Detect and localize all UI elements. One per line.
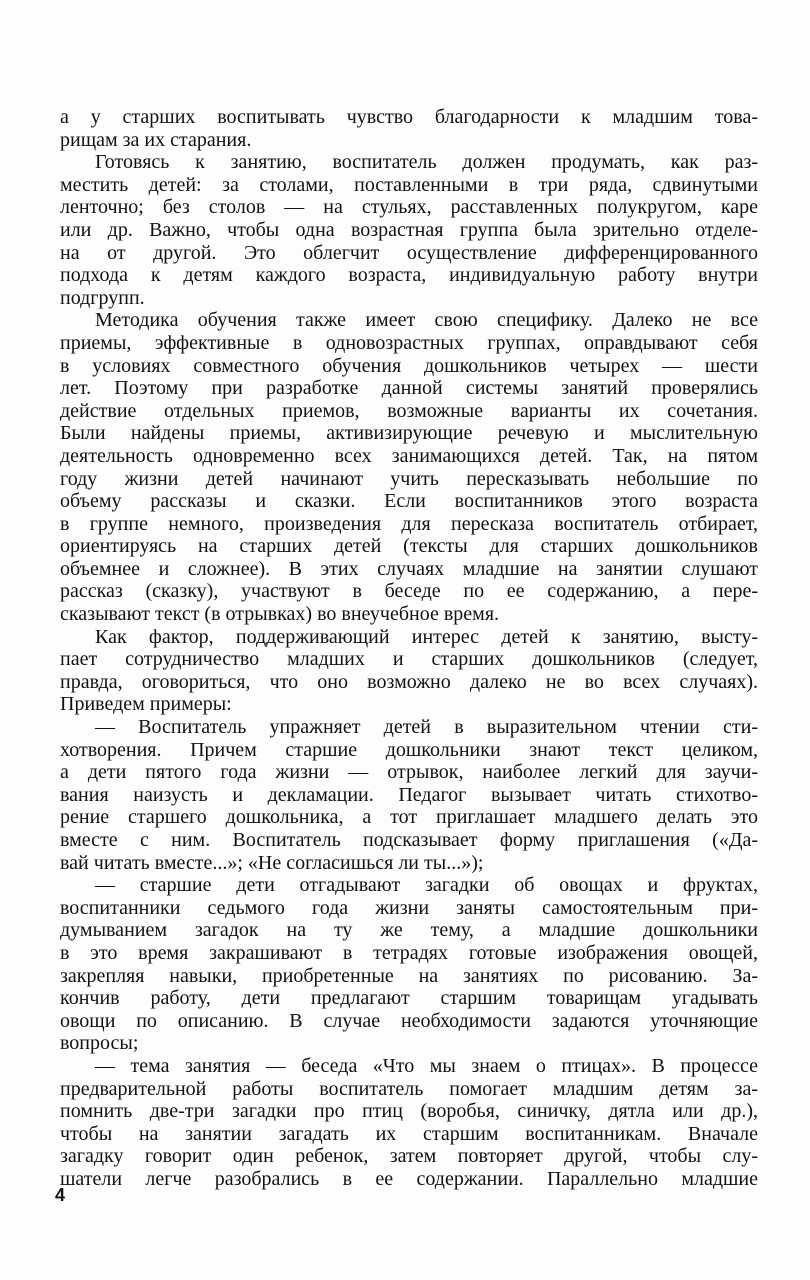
- text-line: Методика обучения также имеет свою специфику. Далеко не все: [95, 309, 758, 332]
- text-line: загадку говорит один ребенок, затем повторяет другой, чтобы слу-: [60, 1145, 758, 1168]
- text-line: рение старшего дошкольника, а тот приглашает младшего делать это: [60, 806, 758, 829]
- text-line: подгрупп.: [60, 286, 145, 309]
- text-line: — Воспитатель упражняет детей в выразительном чтении сти-: [95, 716, 758, 739]
- text-line: действие отдельных приемов, возможные варианты их сочетания.: [60, 399, 758, 422]
- text-line: ориентируясь на старших детей (тексты для старших дошкольников: [60, 535, 758, 558]
- text-line: объему рассказы и сказки. Если воспитанников этого возраста: [60, 490, 758, 513]
- text-line: рищам за их старания.: [60, 128, 252, 151]
- text-line: вместе с ним. Воспитатель подсказывает форму приглашения («Да-: [60, 829, 758, 851]
- text-line: объемнее и сложнее). В этих случаях младшие на занятии слушают: [60, 557, 758, 580]
- text-line: деятельность одновременно всех занимающихся детей. Так, на пятом: [60, 444, 758, 467]
- text-line: пает сотрудничество младших и старших дошкольников (следует,: [60, 648, 758, 671]
- text-line: Готовясь к занятию, воспитатель должен продумать, как раз-: [95, 151, 758, 174]
- page-number: 4: [55, 1185, 66, 1205]
- paragraph: [60, 151, 758, 309]
- text-line: году жизни детей начинают учить пересказывать небольшие по: [60, 467, 758, 490]
- paragraph: [60, 106, 758, 151]
- text-line: лет. Поэтому при разработке данной системы занятий проверялись: [60, 377, 758, 400]
- text-line: — тема занятия — беседа «Что мы знаем о птицах». В процессе: [95, 1054, 758, 1077]
- text-line: вопросы;: [60, 1032, 139, 1055]
- text-line: хотворения. Причем старшие дошкольники знают текст целиком,: [60, 738, 758, 761]
- text-line: Были найдены приемы, активизирующие речевую и мыслительную: [60, 422, 758, 445]
- text-line: Как фактор, поддерживающий интерес детей к занятию, высту-: [95, 625, 758, 648]
- text-line: Приведем примеры:: [60, 693, 232, 716]
- text-line: ленточно; без столов — на стульях, расставленных полукругом, каре: [60, 196, 758, 219]
- paragraph: [60, 716, 758, 874]
- text-line: вания наизусть и декламации. Педагог вызывает читать стихотво-: [60, 783, 758, 806]
- text-line: в условиях совместного обучения дошкольников четырех — шести: [60, 354, 758, 377]
- text-line: предварительной работы воспитатель помогает младшим детям за-: [60, 1077, 758, 1100]
- text-line: думыванием загадок на ту же тему, а младшие дошкольники: [60, 919, 758, 942]
- text-line: приемы, эффективные в одновозрастных группах, оправдывают себя: [60, 331, 758, 354]
- paragraph: [60, 874, 758, 1055]
- text-line: в это время закрашивают в тетрадях готовые изображения овощей,: [60, 941, 758, 964]
- text-line: воспитанники седьмого года жизни заняты самостоятельным при-: [60, 896, 758, 919]
- text-line: или др. Важно, чтобы одна возрастная группа была зрительно отделе-: [60, 218, 758, 241]
- text-line: овощи по описанию. В случае необходимости задаются уточняющие: [60, 1009, 758, 1032]
- text-line: шатели легче разобрались в ее содержании. Параллельно младшие: [60, 1167, 758, 1190]
- text-line: местить детей: за столами, поставленными в три ряда, сдвинутыми: [60, 173, 758, 196]
- text-line: а дети пятого года жизни — отрывок, наиболее легкий для заучи-: [60, 761, 758, 784]
- paragraph: [60, 626, 758, 716]
- text-line: правда, оговориться, что оно возможно далеко не во всех случаях).: [60, 670, 758, 693]
- text-line: на от другой. Это облегчит осуществление дифференцированного: [60, 241, 758, 264]
- text-line: вай читать вместе...»; «Не согласишься ли ты...»);: [60, 851, 484, 874]
- text-line: — старшие дети отгадывают загадки об овощах и фруктах,: [95, 874, 758, 897]
- text-line: помнить две-три загадки про птиц (воробья, синичку, дятла или др.),: [60, 1100, 758, 1123]
- text-line: в группе немного, произведения для пересказа воспитатель отбирает,: [60, 512, 758, 535]
- text-line: чтобы на занятии загадать их старшим воспитанникам. Вначале: [60, 1122, 758, 1145]
- text-line: сказывают текст (в отрывках) во внеучебное время.: [60, 603, 500, 626]
- text-line: кончив работу, дети предлагают старшим товарищам угадывать: [60, 987, 758, 1010]
- text-line: а у старших воспитывать чувство благодарности к младшим това-: [60, 106, 758, 128]
- text-line: подхода к детям каждого возраста, индивидуальную работу внутри: [60, 264, 758, 287]
- body-text: [60, 106, 758, 1191]
- text-line: рассказ (сказку), участвуют в беседе по ее содержанию, а пере-: [60, 580, 758, 603]
- text-line: закрепляя навыки, приобретенные на занятиях по рисованию. За-: [60, 964, 758, 987]
- paragraph: [60, 309, 758, 625]
- paragraph: [60, 1055, 758, 1191]
